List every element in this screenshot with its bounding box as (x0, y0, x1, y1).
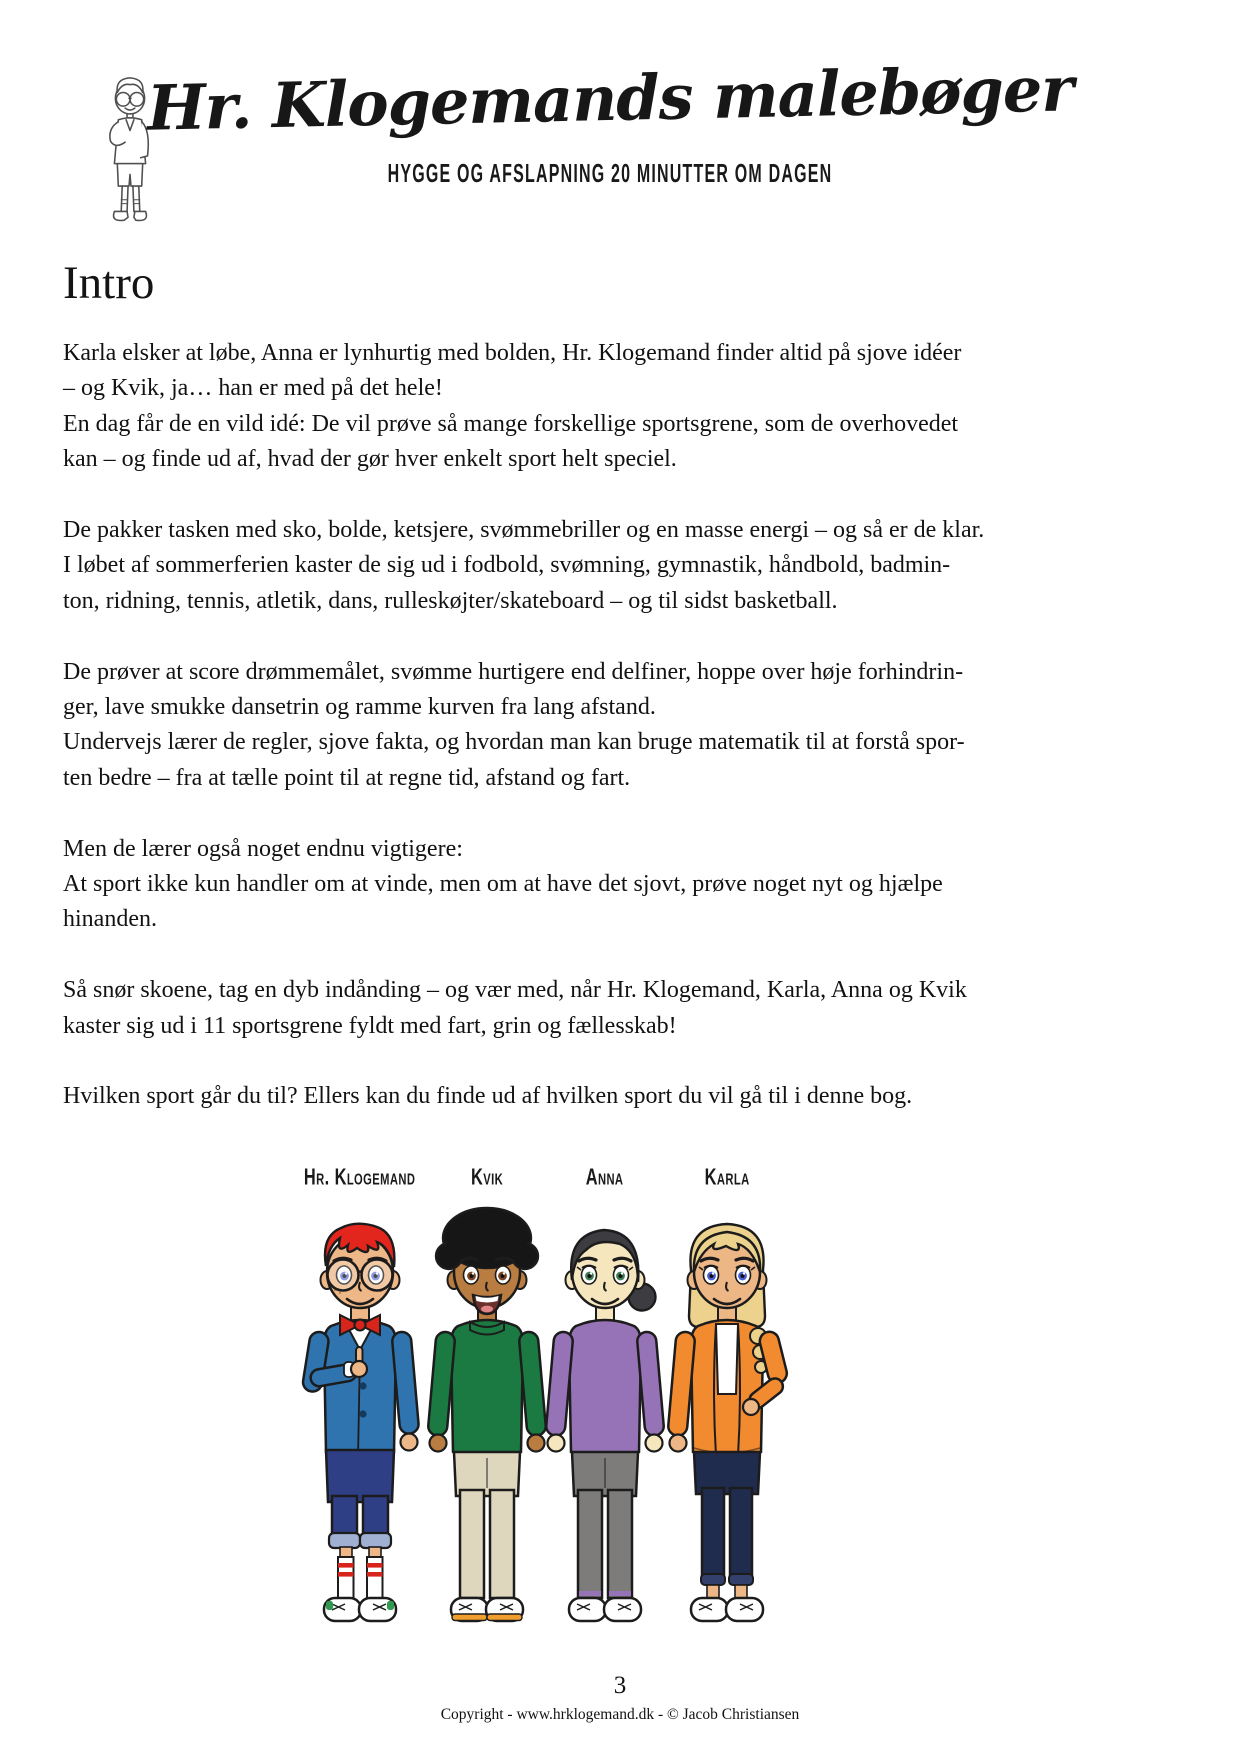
paragraph-line: Undervejs lærer de regler, sjove fakta, og hvordan man kan bruge matematik til at forstå spor- (63, 729, 965, 756)
paragraph-line: kan – og finde ud af, hvad der gør hver enkelt sport helt speciel. (63, 446, 677, 473)
book-title: Hr. Klogemands malebøger (146, 52, 1074, 145)
character-name: Karla (704, 1164, 750, 1191)
paragraph-line: – og Kvik, ja… han er med på det hele! (63, 375, 443, 402)
page-number: 3 (613, 1672, 627, 1699)
copyright-line: Copyright - www.hrklogemand.dk - © Jacob Christiansen (440, 1706, 800, 1723)
paragraph-line: De prøver at score drømmemålet, svømme hurtigere end delfiner, hoppe over høje forhindrin- (63, 658, 964, 685)
intro-paragraph (63, 513, 984, 619)
intro-paragraph (63, 336, 984, 478)
intro-heading: Intro (63, 257, 155, 309)
paragraph-line: hinanden. (63, 906, 157, 933)
paragraph-line: ger, lave smukke dansetrin og ramme kurven fra lang afstand. (63, 694, 656, 721)
paragraph-line: De pakker tasken med sko, bolde, ketsjere, svømmebriller og en masse energi – og så er de klar. (63, 517, 985, 544)
book-subtitle-text: HYGGE OG AFSLAPNING 20 MINUTTER OM DAGEN (387, 160, 833, 189)
intro-paragraph (63, 1079, 984, 1114)
character-column-karla (652, 1164, 802, 1626)
paragraph-line: I løbet af sommerferien kaster de sig ud i fodbold, svømning, gymnastik, håndbold, badmin- (63, 552, 951, 579)
character-figure-karla (652, 1200, 802, 1626)
intro-paragraph (63, 655, 984, 797)
character-name: Hr. Klogemand (304, 1164, 416, 1191)
character-label (652, 1164, 802, 1194)
paragraph-line: Så snør skoene, tag en dyb indånding – og vær med, når Hr. Klogemand, Karla, Anna og Kvik (63, 977, 967, 1004)
character-name: Kvik (470, 1164, 504, 1191)
paragraph-line: En dag får de en vild idé: De vil prøve så mange forskellige sportsgrene, som de overhovedet (63, 410, 959, 437)
paragraph-line: At sport ikke kun handler om at vinde, men om at have det sjovt, prøve noget nyt og hjælpe (63, 871, 943, 898)
intro-paragraphs (63, 336, 984, 1150)
paragraph-line: Hvilken sport går du til? Ellers kan du finde ud af hvilken sport du vil gå til i denne bog. (63, 1083, 913, 1110)
book-subtitle (0, 160, 1220, 189)
paragraph-line: kaster sig ud i 11 sportsgrene fyldt med fart, grin og fællesskab! (63, 1012, 677, 1039)
paragraph-line: Men de lærer også noget endnu vigtigere: (63, 835, 463, 862)
paragraph-line: ton, ridning, tennis, atletik, dans, rulleskøjter/skateboard – og til sidst basketball. (63, 587, 838, 614)
intro-paragraph (63, 973, 984, 1044)
intro-paragraph (63, 832, 984, 938)
paragraph-line: ten bedre – fra at tælle point til at regne tid, afstand og fart. (63, 764, 631, 791)
paragraph-line: Karla elsker at løbe, Anna er lynhurtig med bolden, Hr. Klogemand finder altid på sjove idéer (63, 340, 962, 366)
character-name: Anna (586, 1164, 624, 1191)
